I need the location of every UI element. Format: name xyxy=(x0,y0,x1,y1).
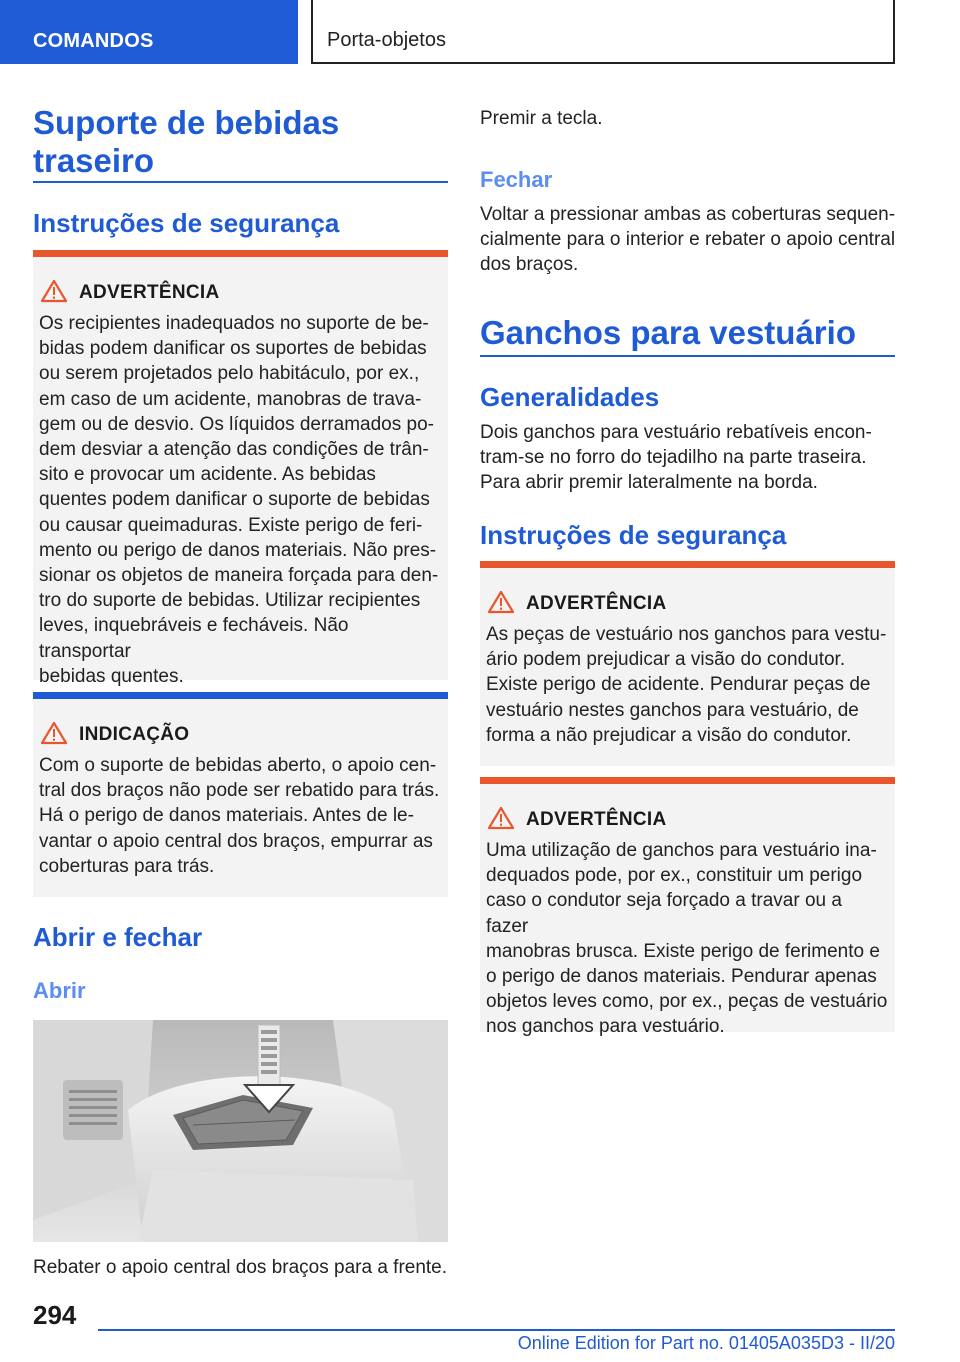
text-line: Uma utilização de ganchos para vestuário ina- xyxy=(486,840,877,861)
warning-text xyxy=(39,311,442,689)
hooks-title-rule xyxy=(480,355,895,357)
text-line: ário podem prejudicar a visão do condutor. xyxy=(486,649,846,671)
text-line: coberturas para trás. xyxy=(39,855,215,877)
text-line: tro do suporte de bebidas. Utilizar recipientes xyxy=(39,590,421,612)
text-line: vantar o apoio central dos braços, empurrar as xyxy=(39,830,433,852)
text-line: leves, inquebráveis e fecháveis. Não transportar xyxy=(39,615,349,662)
warning-box xyxy=(33,250,448,687)
warning-text xyxy=(486,622,889,748)
notice-box xyxy=(33,692,448,897)
text-line: ou causar queimaduras. Existe perigo de feri- xyxy=(39,514,423,536)
chapter-title xyxy=(33,104,339,180)
text-line: forma a não prejudicar a visão do condutor. xyxy=(486,724,852,746)
text-line: sionar os objetos de maneira forçada para den- xyxy=(39,565,439,587)
text-line: Para abrir premir lateralmente na borda. xyxy=(480,472,818,493)
text-line: sito e provocar um acidente. As bebidas xyxy=(39,464,376,486)
text-line: Dois ganchos para vestuário rebatíveis encon- xyxy=(480,422,872,443)
text-line: gem ou de desvio. Os líquidos derramados po- xyxy=(39,413,434,435)
warning-title: ADVERTÊNCIA xyxy=(526,593,667,614)
text-line: tram-se no forro do tejadilho na parte traseira. xyxy=(480,447,867,468)
general-heading: Generalidades xyxy=(480,382,660,412)
chapter-title-line2: traseiro xyxy=(33,142,155,179)
hooks-title: Ganchos para vestuário xyxy=(480,314,856,351)
page-number: 294 xyxy=(33,1300,77,1330)
photo-caption: Rebater o apoio central dos braços para a frente. xyxy=(33,1257,448,1278)
page-title-box xyxy=(311,0,895,64)
safety-heading: Instruções de segurança xyxy=(33,208,340,238)
open-close-heading: Abrir e fechar xyxy=(33,922,203,952)
close-subheading: Fechar xyxy=(480,167,553,192)
text-line: bebidas quentes. xyxy=(39,665,184,687)
text-line: bidas podem danificar os suportes de bebidas xyxy=(39,338,427,360)
close-text xyxy=(480,202,898,277)
text-line: As peças de vestuário nos ganchos para vestu- xyxy=(486,624,887,645)
text-line: em caso de um acidente, manobras de trava- xyxy=(39,388,422,410)
hooks-safety-heading: Instruções de segurança xyxy=(480,520,787,550)
text-line: dequados pode, por ex., constituir um perigo xyxy=(486,865,863,887)
page-title: Porta-objetos xyxy=(327,29,446,51)
text-line: Os recipientes inadequados no suporte de be- xyxy=(39,313,429,334)
text-line: objetos leves como, por ex., peças de vestuário xyxy=(486,991,888,1013)
general-text xyxy=(480,420,898,495)
text-line: vestuário nestes ganchos para vestuário, de xyxy=(486,699,859,721)
notice-text xyxy=(39,753,442,879)
text-line: dos braços. xyxy=(480,254,579,275)
text-line: o perigo de danos materiais. Pendurar apenas xyxy=(486,966,877,988)
text-line: nos ganchos para vestuário. xyxy=(486,1016,725,1038)
chapter-title-line1: Suporte de bebidas xyxy=(33,104,340,141)
armrest-illustration xyxy=(33,1020,448,1242)
open-subheading: Abrir xyxy=(33,978,86,1003)
text-line: mento ou perigo de danos materiais. Não pres- xyxy=(39,539,437,561)
hooks-warning-box-2 xyxy=(480,777,895,1038)
text-line: Voltar a pressionar ambas as coberturas sequen- xyxy=(480,204,896,225)
notice-triangle-icon xyxy=(41,721,67,745)
text-line: tral dos braços não pode ser rebatido para trás. xyxy=(39,780,440,802)
warning-title: ADVERTÊNCIA xyxy=(526,809,667,830)
warning-text xyxy=(486,838,889,1040)
warning-triangle-icon xyxy=(41,279,67,303)
text-line: manobras brusca. Existe perigo de ferimento e xyxy=(486,940,880,962)
text-line: quentes podem danificar o suporte de bebidas xyxy=(39,489,430,511)
footer-edition: Online Edition for Part no. 01405A035D3 - II/20 xyxy=(517,1333,895,1353)
footer-rule xyxy=(98,1329,895,1331)
text-line: dem desviar a atenção das condições de trân- xyxy=(39,439,429,461)
section-tab xyxy=(0,0,298,64)
text-line: Há o perigo de danos materiais. Antes de le- xyxy=(39,805,414,827)
hooks-warning-box-1 xyxy=(480,561,895,766)
text-line: Existe perigo de acidente. Pendurar peças de xyxy=(486,674,871,696)
warning-title: ADVERTÊNCIA xyxy=(79,282,220,303)
section-label: COMANDOS xyxy=(33,30,154,52)
text-line: cialmente para o interior e rebater o apoio central xyxy=(480,229,896,250)
text-line: caso o condutor seja forçado a travar ou a fazer xyxy=(486,890,842,937)
text-line: Com o suporte de bebidas aberto, o apoio cen- xyxy=(39,755,437,776)
title-rule xyxy=(33,181,448,183)
warning-triangle-icon xyxy=(488,806,514,830)
press-key-text: Premir a tecla. xyxy=(480,108,603,129)
notice-title: INDICAÇÃO xyxy=(79,724,190,745)
warning-triangle-icon xyxy=(488,590,514,614)
text-line: ou serem projetados pelo habitáculo, por ex., xyxy=(39,363,420,385)
armrest-photo xyxy=(33,1020,448,1242)
